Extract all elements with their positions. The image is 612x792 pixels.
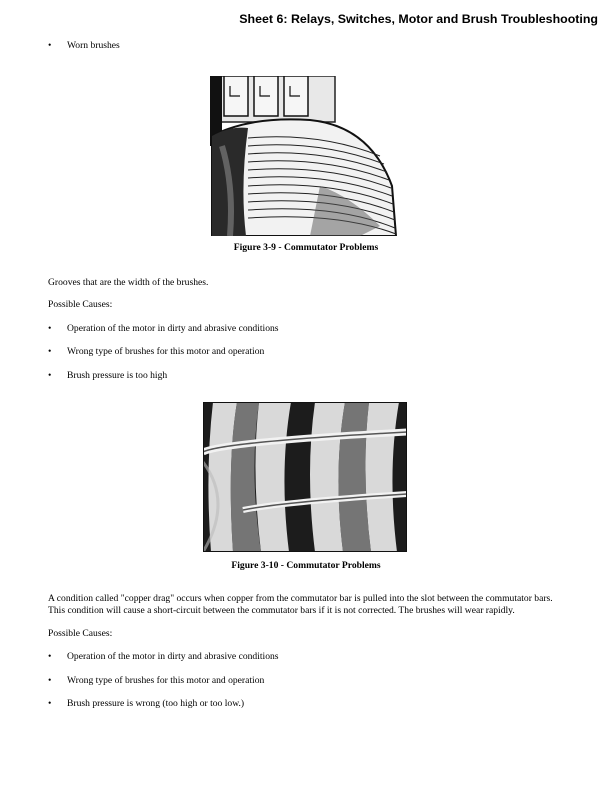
bullet-dot: • bbox=[48, 370, 52, 381]
bullet-text: Brush pressure is too high bbox=[67, 370, 168, 381]
section1-intro: Grooves that are the width of the brushes. bbox=[48, 277, 209, 288]
bullet-dot: • bbox=[48, 346, 52, 357]
figure-3-10-caption: Figure 3-10 - Commutator Problems bbox=[231, 560, 381, 571]
page-header-title: Sheet 6: Relays, Switches, Motor and Brush Troubleshooting bbox=[239, 12, 598, 26]
bullet-text: Wrong type of brushes for this motor and operation bbox=[67, 675, 265, 686]
bullet-dot: • bbox=[48, 651, 52, 662]
bullet-dot: • bbox=[48, 323, 52, 334]
bullet-text: Wrong type of brushes for this motor and operation bbox=[67, 346, 265, 357]
section1-causes-label: Possible Causes: bbox=[48, 299, 113, 310]
figure-3-10-image bbox=[203, 402, 407, 552]
bullet-dot: • bbox=[48, 675, 52, 686]
section2-causes-label: Possible Causes: bbox=[48, 628, 113, 639]
bullet-text: Brush pressure is wrong (too high or too low.) bbox=[67, 698, 245, 709]
bullet-text: Operation of the motor in dirty and abrasive conditions bbox=[67, 651, 279, 662]
bullet-dot: • bbox=[48, 40, 52, 51]
bullet-text: Worn brushes bbox=[67, 40, 120, 51]
bullet-dot: • bbox=[48, 698, 52, 709]
figure-3-9-image bbox=[210, 76, 398, 236]
section2-intro: A condition called "copper drag" occurs when copper from the commutator bar is pulled into the slot between the commutator bars. This condition will cause a short-circuit between the commutator bars if it is not corrected. The brushes will wear rapidly. bbox=[48, 593, 553, 616]
figure-3-9-caption: Figure 3-9 - Commutator Problems bbox=[233, 242, 379, 253]
bullet-text: Operation of the motor in dirty and abrasive conditions bbox=[67, 323, 279, 334]
